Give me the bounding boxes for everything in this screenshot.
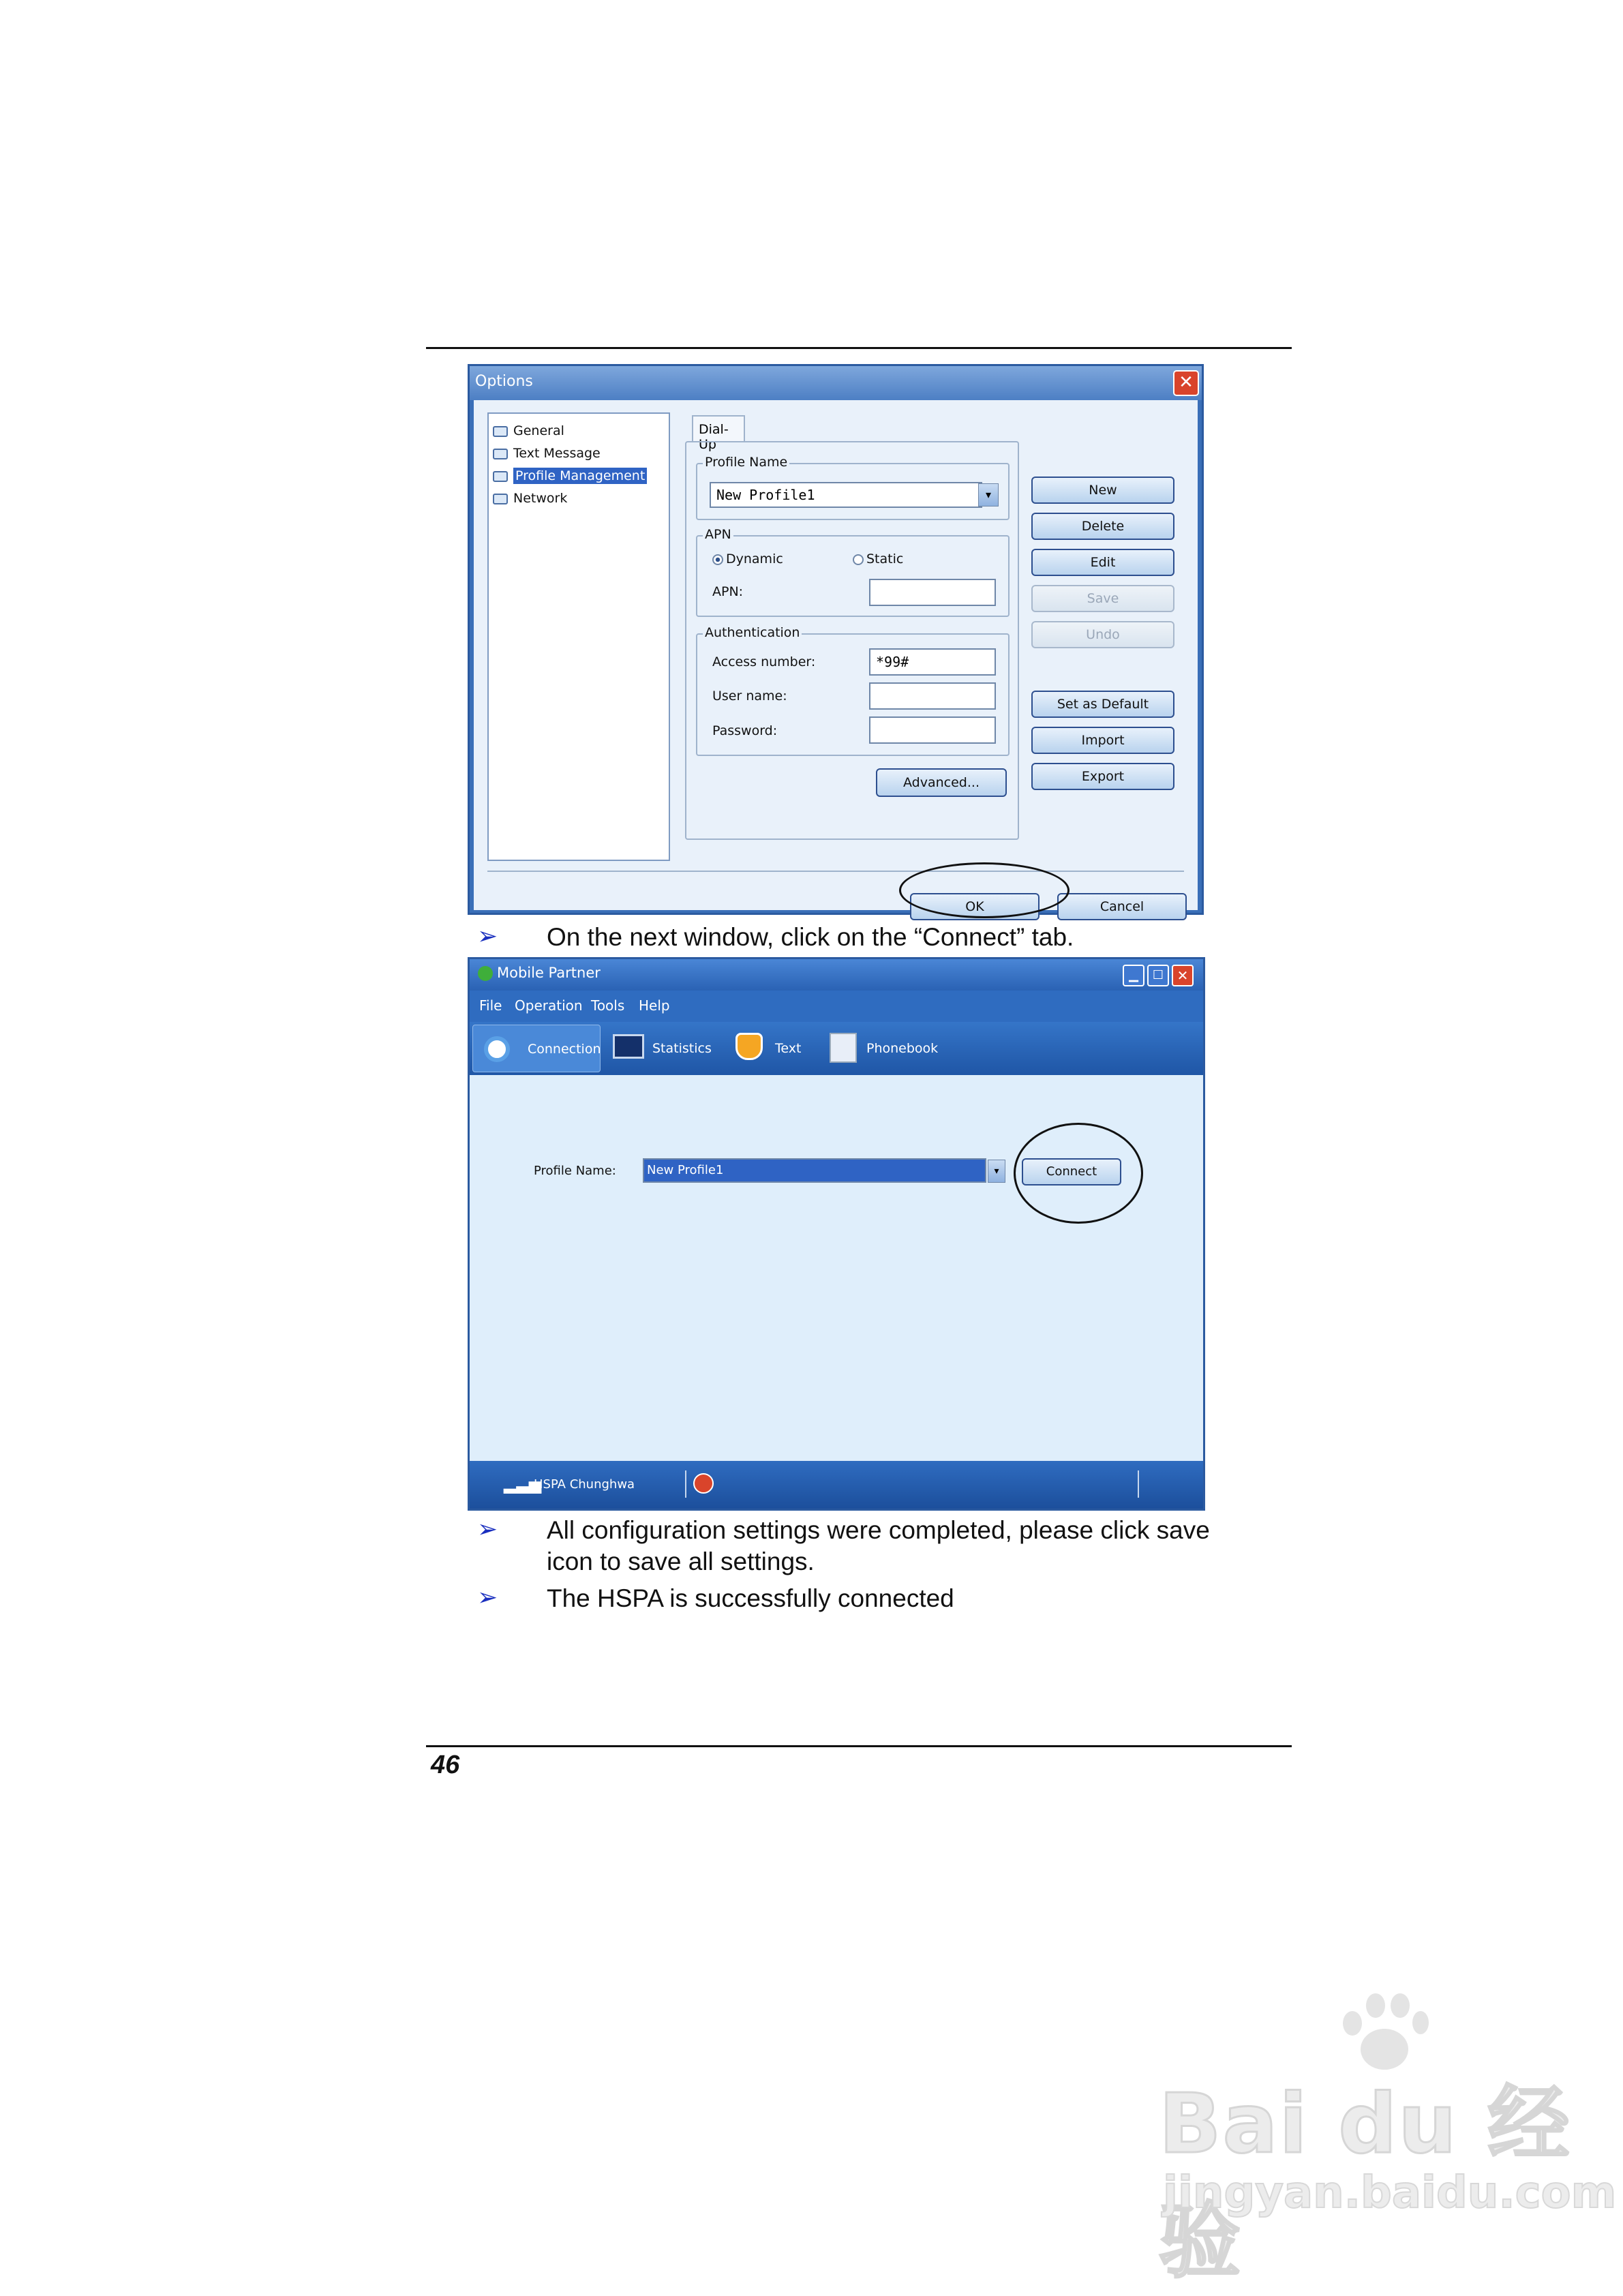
tree-item-network[interactable]: Network [493,491,567,506]
header-rule [426,347,1292,349]
user-name-input[interactable] [869,682,996,710]
auth-group-title: Authentication [703,625,802,640]
password-label: Password: [712,723,778,738]
radio-dynamic[interactable]: Dynamic [712,552,783,567]
options-title: Options [475,373,533,390]
profile-name-group-title: Profile Name [703,455,789,470]
baidu-watermark-logo: Bai du 经验 [1159,2077,1571,2289]
menu-tools[interactable]: Tools [591,997,625,1014]
new-button[interactable]: New [1031,477,1174,504]
profile-name-select[interactable]: New Profile1 [710,482,982,508]
menu-file[interactable]: File [479,997,502,1014]
options-dialog-screenshot [468,364,1204,915]
bullet-2-line2: icon to save all settings. [547,1547,815,1575]
chevron-down-icon[interactable]: ▾ [978,483,999,507]
apn-group-title: APN [703,527,733,542]
baidu-watermark-url: jingyan.baidu.com [1163,2168,1617,2218]
page-number: 46 [431,1751,460,1779]
phonebook-icon [830,1033,857,1063]
ok-highlight-ellipse [899,862,1070,918]
undo-button[interactable]: Undo [1031,621,1174,648]
close-icon[interactable]: ✕ [1172,965,1194,986]
folder-open-icon [493,471,508,482]
status-divider [685,1470,686,1498]
tab-phonebook[interactable]: Phonebook [824,1025,947,1072]
ok-button[interactable]: OK [910,893,1040,920]
bullet-1-text: On the next window, click on the “Connect” tab. [547,923,1074,951]
tab-toolbar [470,1022,1203,1075]
user-name-label: User name: [712,689,787,704]
tab-statistics[interactable]: Statistics [606,1025,729,1072]
bullet-2-line1: All configuration settings were completed, please click save [547,1516,1210,1544]
arrow-bullet-icon: ➢ [477,1583,498,1611]
footer-rule [426,1745,1292,1747]
tree-item-text-message[interactable]: Text Message [493,446,601,461]
bullet-3-text: The HSPA is successfully connected [547,1584,954,1612]
tab-connection[interactable]: Connection [472,1025,601,1072]
signal-icon: ▂▃▅ [504,1475,542,1494]
maximize-icon[interactable]: ☐ [1147,965,1169,986]
edit-button[interactable]: Edit [1031,549,1174,576]
folder-icon [493,449,508,459]
menu-operation[interactable]: Operation [515,997,583,1014]
set-as-default-button[interactable]: Set as Default [1031,691,1174,718]
advanced-button[interactable]: Advanced... [876,768,1007,797]
apn-label: APN: [712,584,744,599]
menu-help[interactable]: Help [639,997,670,1014]
options-title-bar [470,366,1202,400]
mobile-partner-title-bar [470,959,1203,991]
save-button[interactable]: Save [1031,585,1174,612]
minimize-icon[interactable]: ▁ [1123,965,1144,986]
folder-icon [493,426,508,437]
connect-highlight-ellipse [1014,1123,1143,1224]
radio-static[interactable]: Static [853,552,903,567]
arrow-bullet-icon: ➢ [477,1515,498,1543]
radio-selected-icon [712,554,723,565]
access-number-label: Access number: [712,654,816,669]
arrow-bullet-icon: ➢ [477,922,498,950]
status-bar [470,1461,1203,1509]
password-input[interactable] [869,716,996,744]
folder-icon [493,494,508,504]
text-message-icon [735,1033,763,1060]
import-button[interactable]: Import [1031,727,1174,754]
access-number-input[interactable]: *99# [869,648,996,676]
tab-text[interactable]: Text [729,1025,810,1072]
status-network: HSPA Chunghwa [534,1477,635,1492]
statistics-icon [613,1034,644,1059]
tab-dial-up[interactable]: Dial-Up [692,415,745,442]
connect-button[interactable]: Connect [1022,1158,1121,1185]
tree-item-profile-management[interactable]: Profile Management [493,468,647,483]
options-body [474,400,1198,914]
status-divider [1138,1470,1139,1498]
dialog-divider [487,871,1184,872]
mobile-partner-title: Mobile Partner [497,965,601,981]
mobile-partner-screenshot [468,957,1205,1511]
radio-empty-icon [853,554,864,565]
close-icon[interactable]: ✕ [1173,370,1199,396]
options-tree [487,412,670,861]
profile-name-select[interactable]: New Profile1 [643,1158,986,1183]
connection-icon [484,1036,510,1062]
tree-item-general[interactable]: General [493,423,564,438]
export-button[interactable]: Export [1031,763,1174,790]
delete-button[interactable]: Delete [1031,513,1174,540]
cancel-button[interactable]: Cancel [1057,893,1187,920]
baidu-paw-icon [1336,1991,1425,2072]
chevron-down-icon[interactable]: ▾ [988,1160,1005,1183]
apn-input[interactable] [869,579,996,606]
app-logo-icon [478,966,493,981]
disconnected-icon [693,1473,714,1494]
menu-bar [470,991,1203,1022]
profile-name-label: Profile Name: [534,1164,616,1178]
